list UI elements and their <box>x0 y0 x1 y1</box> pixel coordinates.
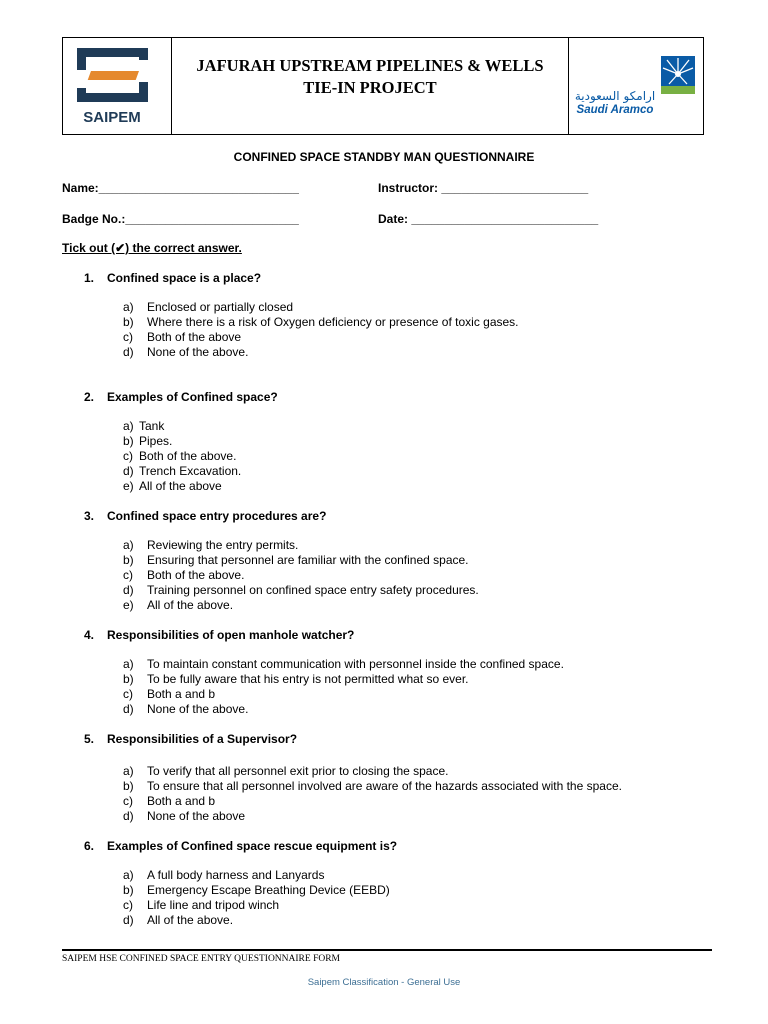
question-number: 4. <box>84 628 95 642</box>
option-item[interactable]: a) Tank <box>123 419 165 433</box>
question-text: Examples of Confined space rescue equipment is? <box>107 839 398 853</box>
footer-divider <box>62 949 712 951</box>
question-text: Responsibilities of a Supervisor? <box>107 732 298 746</box>
question-1-options <box>123 300 519 360</box>
question-1 <box>84 271 261 285</box>
aramco-logo-cell <box>568 38 703 134</box>
option-item[interactable]: a) A full body harness and Lanyards <box>123 868 325 882</box>
date-field[interactable]: Date: ____________________________ <box>378 212 599 226</box>
question-2-options <box>123 419 241 494</box>
saipem-logo <box>63 38 171 134</box>
option-item[interactable]: d) Training personnel on confined space entry safety procedures. <box>123 583 479 597</box>
question-text: Confined space entry procedures are? <box>107 509 327 523</box>
option-item[interactable]: b) Pipes. <box>123 434 173 448</box>
question-4-options <box>123 657 564 717</box>
saipem-logo-cell <box>63 38 172 134</box>
footer-form-name: SAIPEM HSE CONFINED SPACE ENTRY QUESTIONNAIRE FORM <box>62 954 340 964</box>
option-item[interactable]: e) All of the above <box>123 479 222 493</box>
option-item[interactable]: c) Both a and b <box>123 794 216 808</box>
instructions: Tick out (✔) the correct answer. <box>62 241 242 255</box>
badge-field[interactable]: Badge No.:__________________________ <box>62 212 299 226</box>
question-text: Confined space is a place? <box>107 271 262 285</box>
option-item[interactable]: a) To maintain constant communication with personnel inside the confined space. <box>123 657 564 671</box>
option-item[interactable]: a) To verify that all personnel exit prior to closing the space. <box>123 764 449 778</box>
question-number: 1. <box>84 271 95 285</box>
saipem-logo-text: SAIPEM <box>83 109 141 126</box>
aramco-logo-text: Saudi Aramco <box>576 104 654 116</box>
option-item[interactable]: d) None of the above. <box>123 702 249 716</box>
option-item[interactable]: a) Enclosed or partially closed <box>123 300 294 314</box>
question-number: 3. <box>84 509 95 523</box>
option-item[interactable]: a) Reviewing the entry permits. <box>123 538 299 552</box>
question-4 <box>84 628 354 642</box>
question-2 <box>84 390 278 404</box>
instructor-field[interactable]: Instructor: ______________________ <box>378 181 589 195</box>
option-item[interactable]: d) None of the above <box>123 809 246 823</box>
name-field[interactable]: Name:______________________________ <box>62 181 299 195</box>
option-item[interactable]: c) Both of the above. <box>123 568 245 582</box>
option-item[interactable]: b) Ensuring that personnel are familiar with the confined space. <box>123 553 469 567</box>
aramco-logo <box>569 38 703 134</box>
project-title <box>172 38 568 134</box>
option-item[interactable]: b) Emergency Escape Breathing Device (EEBD) <box>123 883 390 897</box>
question-3 <box>84 509 326 523</box>
option-item[interactable]: b) To be fully aware that his entry is not permitted what so ever. <box>123 672 469 686</box>
question-number: 6. <box>84 839 95 853</box>
question-number: 5. <box>84 732 95 746</box>
question-5-options <box>123 764 622 824</box>
option-item[interactable]: d) None of the above. <box>123 345 249 359</box>
option-item[interactable]: c) Both of the above. <box>123 449 237 463</box>
project-title-line2: TIE-IN PROJECT <box>303 78 437 97</box>
question-6 <box>84 839 397 853</box>
option-item[interactable]: d) Trench Excavation. <box>123 464 242 478</box>
question-number: 2. <box>84 390 95 404</box>
question-6-options <box>123 868 390 928</box>
question-text: Examples of Confined space? <box>107 390 278 404</box>
option-item[interactable]: c) Both of the above <box>123 330 242 344</box>
option-item[interactable]: b) Where there is a risk of Oxygen deficiency or presence of toxic gases. <box>123 315 519 329</box>
question-text: Responsibilities of open manhole watcher? <box>107 628 355 642</box>
document-header <box>62 37 704 135</box>
project-title-line1: JAFURAH UPSTREAM PIPELINES & WELLS <box>196 56 544 75</box>
option-item[interactable]: b) To ensure that all personnel involved are aware of the hazards associated with the space. <box>123 779 622 793</box>
option-item[interactable]: c) Life line and tripod winch <box>123 898 280 912</box>
question-5 <box>84 732 297 746</box>
aramco-logo-arabic: ارامكو السعودية <box>574 89 656 103</box>
question-3-options <box>123 538 479 613</box>
classification-label: Saipem Classification - General Use <box>307 977 461 988</box>
option-item[interactable]: e) All of the above. <box>123 598 234 612</box>
option-item[interactable]: c) Both a and b <box>123 687 216 701</box>
questionnaire-title: CONFINED SPACE STANDBY MAN QUESTIONNAIRE <box>233 150 535 164</box>
option-item[interactable]: d) All of the above. <box>123 913 234 927</box>
